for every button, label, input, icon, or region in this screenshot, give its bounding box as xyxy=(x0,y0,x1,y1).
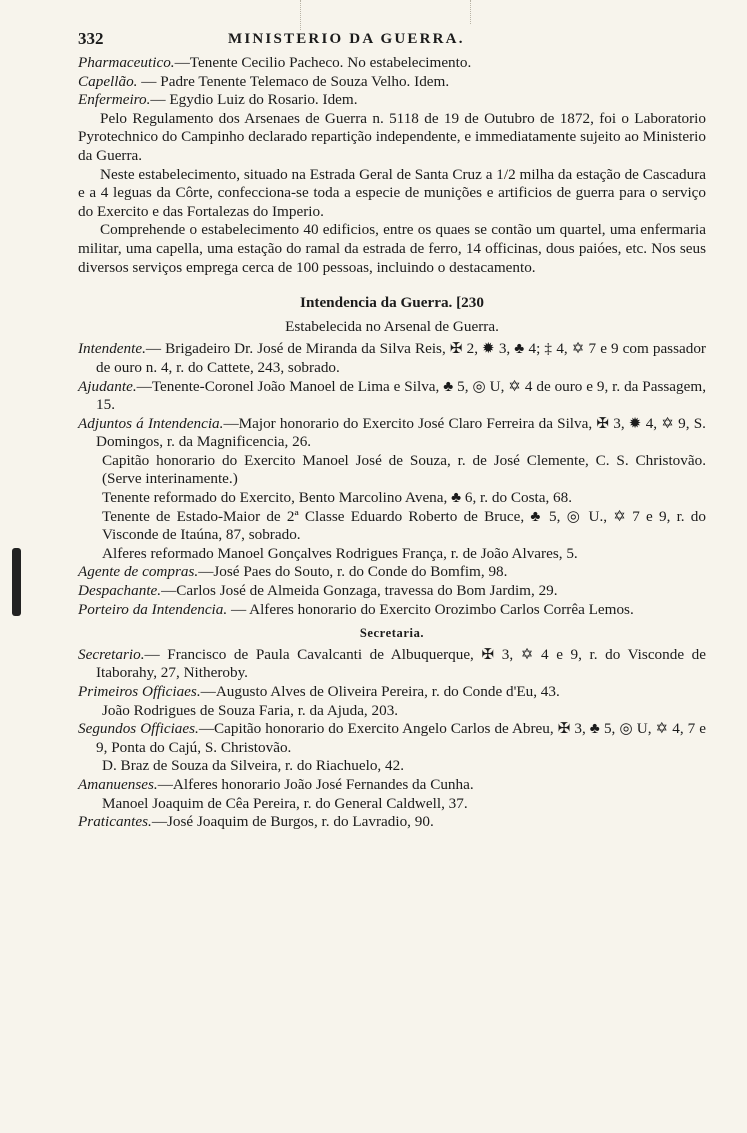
body-paragraph: Pelo Regulamento dos Arsenaes de Guerra n. 5118 de 19 de Outubro de 1872, foi o Laboratorio Pyrotechnico do Campinho declarado repartição independente, e immediatamente sujeito ao Ministerio da Guerra. xyxy=(78,109,706,164)
section-subtitle: Estabelecida no Arsenal de Guerra. xyxy=(285,317,499,335)
page-crease-line xyxy=(470,0,471,24)
staff-entry xyxy=(78,646,706,683)
entry-text: —Alferes honorario João José Fernandes da Cunha. xyxy=(157,775,474,793)
entry-text: Tenente reformado do Exercito, Bento Marcolino Avena, ♣ 6, r. do Costa, 68. xyxy=(102,489,573,507)
staff-entry xyxy=(78,545,706,564)
document-page xyxy=(78,30,706,832)
entry-text: —Augusto Alves de Oliveira Pereira, r. do Conde d'Eu, 43. xyxy=(200,683,560,700)
staff-entry xyxy=(78,776,706,795)
staff-entry xyxy=(78,702,706,721)
running-title: MINISTERIO DA GUERRA. xyxy=(228,31,465,47)
entry-text: Alferes reformado Manoel Gonçalves Rodrigues França, r. de João Alvares, 5. xyxy=(102,544,578,562)
entry-text: — Padre Tenente Telemaco de Souza Velho. Idem. xyxy=(137,72,450,90)
section-title: Intendencia da Guerra. [230 xyxy=(300,294,484,312)
staff-entry xyxy=(78,340,706,377)
staff-entry xyxy=(78,601,706,620)
staff-entry xyxy=(78,563,706,582)
entry-text: — Brigadeiro Dr. José de Miranda da Silva Reis, ✠ 2, ✹ 3, ♣ 4; ‡ 4, ✡ 7 e 9 com passador de ouro n. 4, r. do Cattete, 243, sobrado. xyxy=(96,340,706,376)
intro-staff xyxy=(78,54,706,110)
role-label: Adjuntos á Intendencia. xyxy=(78,414,224,432)
running-header xyxy=(78,30,706,52)
staff-entry xyxy=(78,683,706,702)
role-label: Praticantes. xyxy=(78,813,152,831)
role-label: Pharmaceutico. xyxy=(78,54,175,71)
secretaria-entries xyxy=(78,646,706,832)
role-label: Porteiro da Intendencia. xyxy=(78,600,228,618)
page-crease-line xyxy=(300,0,301,30)
staff-entry xyxy=(78,415,706,452)
intro-line xyxy=(78,91,706,110)
staff-entry xyxy=(78,378,706,415)
entry-text: —Carlos José de Almeida Gonzaga, travessa do Bom Jardim, 29. xyxy=(161,582,558,600)
role-label: Ajudante. xyxy=(78,377,137,395)
entry-text: Capitão honorario do Exercito Manoel José de Souza, r. de José Clemente, C. S. Christovão. (Serve interinamente.) xyxy=(102,451,706,488)
entry-text: —Major honorario do Exercito José Claro Ferreira da Silva, ✠ 3, ✹ 4, ✡ 9, S. Domingos, r. da Magnificencia, 26. xyxy=(96,414,706,451)
role-label: Primeiros Officiaes. xyxy=(78,683,201,700)
role-label: Secretario. xyxy=(78,645,145,663)
entry-text: — Egydio Luiz do Rosario. Idem. xyxy=(150,91,358,109)
entry-text: —Tenente-Coronel João Manoel de Lima e Silva, ♣ 5, ◎ U, ✡ 4 de ouro e 9, r. da Passagem, 15. xyxy=(96,377,706,414)
role-label: Capellão. xyxy=(78,72,138,90)
intro-line xyxy=(78,54,706,73)
staff-entry xyxy=(78,757,706,776)
role-label: Agente de compras. xyxy=(78,563,199,581)
body-paragraph: Comprehende o estabelecimento 40 edificios, entre os quaes se contão um quartel, uma enfermaria militar, uma capella, uma estação do ramal da estrada de ferro, 14 officinas, dous paióes, etc. Nos seus diversos serviços emprega cerca de 100 pessoas, incluindo o destacamento. xyxy=(78,221,706,276)
staff-entry xyxy=(78,720,706,757)
entry-text: — Alferes honorario do Exercito Orozimbo Carlos Corrêa Lemos. xyxy=(227,600,634,618)
staff-entry xyxy=(78,813,706,832)
entry-text: —Capitão honorario do Exercito Angelo Carlos de Abreu, ✠ 3, ♣ 5, ◎ U, ✡ 4, 7 e 9, Ponta do Cajú, S. Christovão. xyxy=(96,720,707,756)
entry-text: —José Joaquim de Burgos, r. do Lavradio, 90. xyxy=(151,813,434,831)
entry-text: —José Paes do Souto, r. do Conde do Bomfim, 98. xyxy=(198,563,508,581)
staff-entry xyxy=(78,489,706,508)
entry-text: D. Braz de Souza da Silveira, r. do Riachuelo, 42. xyxy=(102,757,404,775)
staff-entry xyxy=(78,795,706,814)
intendencia-entries xyxy=(78,340,706,619)
entry-text: Tenente de Estado-Maior de 2ª Classe Eduardo Roberto de Bruce, ♣ 5, ◎ U., ✡ 7 e 9, r. do Visconde de Itaúna, 87, sobrado. xyxy=(102,507,706,544)
entry-text: —Tenente Cecilio Pacheco. No estabelecimento. xyxy=(174,54,472,71)
entry-text: Manoel Joaquim de Cêa Pereira, r. do General Caldwell, 37. xyxy=(102,794,468,812)
entry-text: João Rodrigues de Souza Faria, r. da Ajuda, 203. xyxy=(102,701,399,719)
body-paragraph: Neste estabelecimento, situado na Estrada Geral de Santa Cruz a 1/2 milha da estação de Cascadura e a 4 leguas da Côrte, confecciona-se toda a especie de munições e artificios de guerra para o serviço do Exercito e das Fortalezas do Imperio. xyxy=(78,165,706,220)
role-label: Amanuenses. xyxy=(78,775,158,793)
binding-mark xyxy=(12,548,21,616)
role-label: Enfermeiro. xyxy=(78,91,151,109)
staff-entry xyxy=(78,582,706,601)
role-label: Segundos Officiaes. xyxy=(78,720,199,738)
staff-entry xyxy=(78,452,706,489)
role-label: Intendente. xyxy=(78,340,146,358)
page-number: 332 xyxy=(78,29,104,48)
intro-line xyxy=(78,73,706,92)
entry-text: — Francisco de Paula Cavalcanti de Albuquerque, ✠ 3, ✡ 4 e 9, r. do Visconde de Itaborahy, 27, Nitheroby. xyxy=(96,645,706,682)
staff-entry xyxy=(78,508,706,545)
role-label: Despachante. xyxy=(78,582,162,600)
secretaria-title: Secretaria. xyxy=(359,626,425,641)
